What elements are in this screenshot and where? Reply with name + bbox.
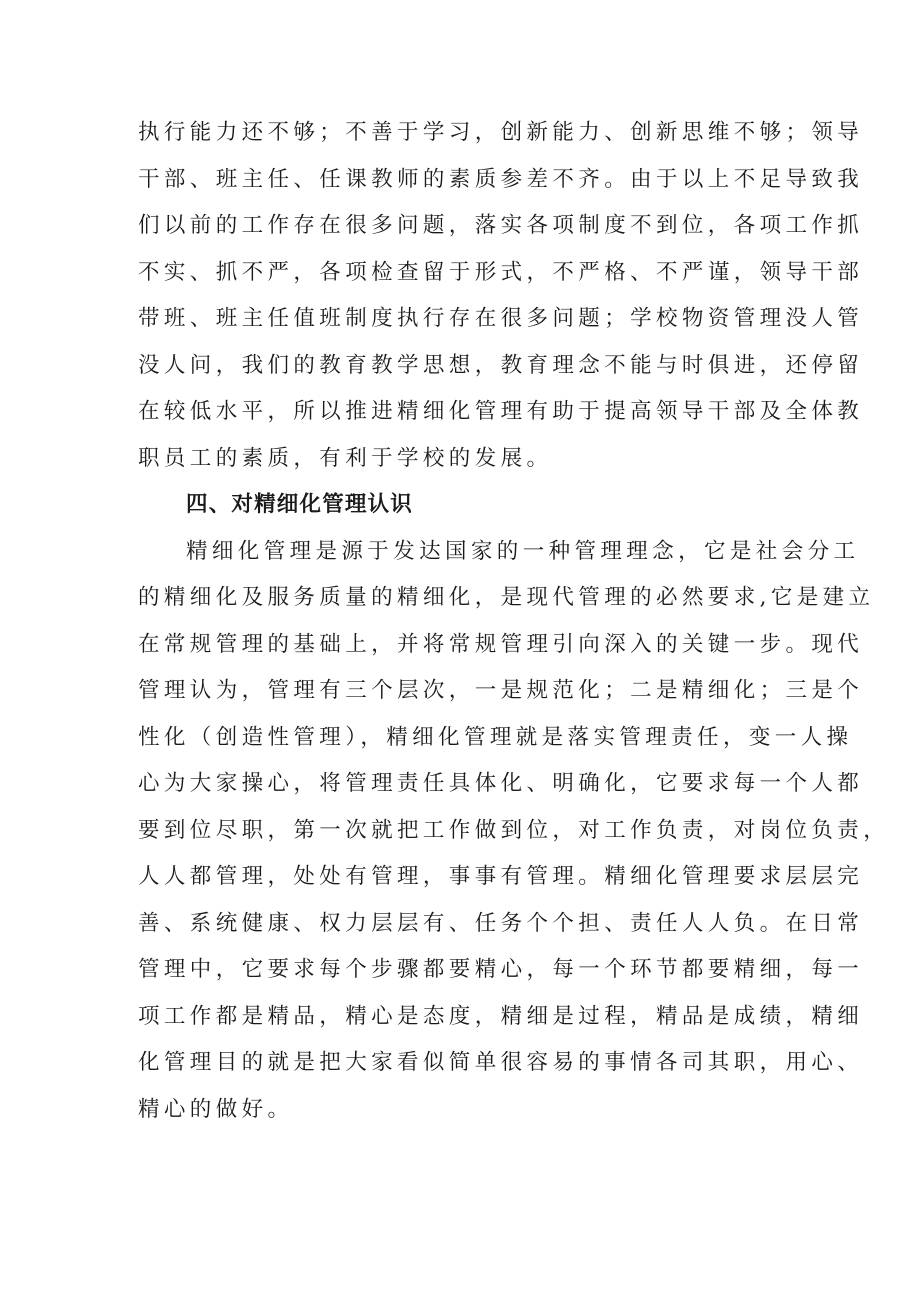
body-text-line: 要到位尽职，第一次就把工作做到位，对工作负责，对岗位负责， [138,817,890,843]
section-heading: 四、对精细化管理认识 [186,492,414,517]
body-text-line: 管理中，它要求每个步骤都要精心，每一个环节都要精细，每一 [138,957,864,982]
body-text-line: 不实、抓不严，各项检查留于形式，不严格、不严谨，领导干部 [138,259,864,285]
body-text-line: 心为大家操心，将管理责任具体化、明确化，它要求每一个人都 [138,771,864,796]
body-text-line: 执行能力还不够；不善于学习，创新能力、创新思维不够；领导 [138,120,864,145]
body-text-line: 善、系统健康、权力层层有、任务个个担、责任人人负。在日常 [138,910,864,936]
document-body [138,110,890,1133]
body-text-line: 们以前的工作存在很多问题，落实各项制度不到位，各项工作抓 [138,213,864,238]
body-text-line: 项工作都是精品，精心是态度，精细是过程，精品是成绩，精细 [138,1003,864,1029]
body-text-line: 精细化管理是源于发达国家的一种管理理念，它是社会分工 [186,538,860,564]
body-text-line: 精心的做好。 [138,1096,294,1122]
body-text-line: 干部、班主任、任课教师的素质参差不齐。由于以上不足导致我 [138,166,864,192]
body-text-line: 没人问，我们的教育教学思想，教育理念不能与时俱进，还停留 [138,352,864,378]
body-text-line: 管理认为，管理有三个层次，一是规范化；二是精细化；三是个 [138,678,864,703]
body-text-line: 带班、班主任值班制度执行存在很多问题；学校物资管理没人管 [138,306,864,331]
body-text-line: 化管理目的就是把大家看似简单很容易的事情各司其职，用心、 [138,1050,864,1075]
body-text-line: 性化（创造性管理），精细化管理就是落实管理责任，变一人操 [138,724,853,750]
body-text-line: 的精细化及服务质量的精细化，是现代管理的必然要求,它是建立 [138,585,875,610]
body-text-line: 职员工的素质，有利于学校的发展。 [138,445,553,471]
body-text-line: 人人都管理，处处有管理，事事有管理。精细化管理要求层层完 [138,864,864,889]
body-text-line: 在常规管理的基础上，并将常规管理引向深入的关键一步。现代 [138,631,864,657]
body-text-line: 在较低水平，所以推进精细化管理有助于提高领导干部及全体教 [138,399,864,424]
